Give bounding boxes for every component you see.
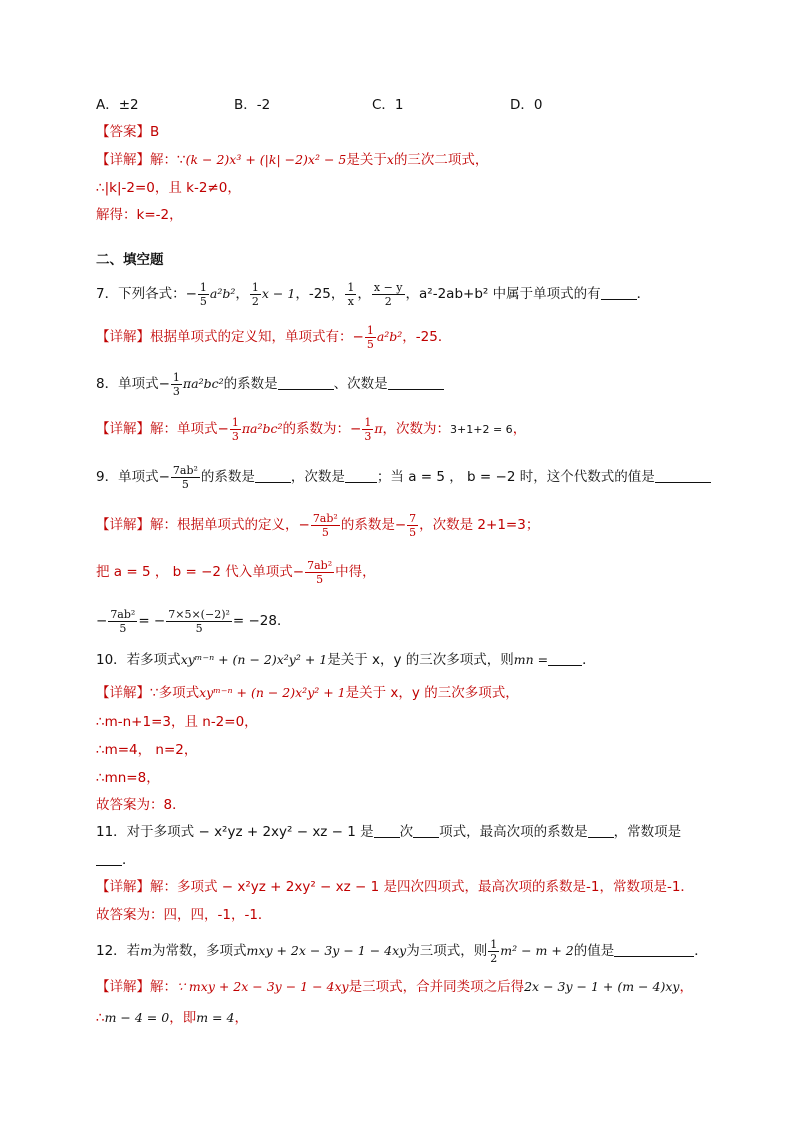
- q10-detail: 【详解】∵多项式xyᵐ⁻ⁿ + (n − 2)x²y² + 1是关于 x，y 的三次多项式，: [96, 685, 519, 701]
- q6-detail-line1: [96, 150, 488, 170]
- option-a: A．±2: [96, 97, 139, 113]
- detail-tag: 【详解】: [96, 421, 150, 437]
- q11-detail-line2: 故答案为：四，四，-1，-1．: [96, 907, 272, 923]
- answer-blank[interactable]: [255, 468, 291, 483]
- polynomial: xyᵐ⁻ⁿ + (n − 2)x²y² + 1: [180, 652, 328, 667]
- question-number: 10．若多项式: [96, 652, 181, 668]
- q6-detail-line2: ∴|k|-2=0，且 k-2≠0，: [96, 180, 241, 196]
- question-number: 11．对于多项式 − x²yz + 2xy² − xz − 1 是: [96, 824, 374, 840]
- detail-tag: 【详解】: [96, 979, 150, 995]
- fraction: $\frac{1}{2}$: [490, 937, 498, 965]
- answer-blank[interactable]: [588, 823, 614, 838]
- q10-detail-line2: ∴m-n+1=3，且 n-2=0，: [96, 714, 258, 730]
- q10-detail-line3: ∴m=4， n=2，: [96, 742, 198, 758]
- q6-detail-line3: 解得：k=-2，: [96, 207, 183, 223]
- q6-expression: (k − 2)x³ + (|k| −2)x² − 5: [185, 152, 347, 167]
- fraction: $\frac{1}{2}$: [251, 280, 259, 308]
- minus-sign: −: [185, 286, 197, 302]
- q7-question: 7．下列各式：− $\frac{1}{5}$ a²b²， $\frac{1}{2}$ x − 1，-25， $\frac{1}{x}$ ， $\frac{x - y}{2}$ ，a²-2ab+b² 中属于单项式的有 ．: [96, 280, 651, 308]
- q6-answer: [96, 122, 159, 142]
- polynomial: xyᵐ⁻ⁿ + (n − 2)x²y² + 1: [199, 685, 346, 700]
- q9-question: 9．单项式− $\frac{\text{7ab²}}{5}$ 的系数是 ，次数是 ；当 a = 5 ， b = −2 时，这个代数式的值是: [96, 462, 711, 492]
- polynomial: 2x − 3y − 1 + (m − 4)xy: [524, 979, 680, 994]
- fraction: $\frac{\text{7ab²}}{5}$: [172, 463, 198, 491]
- q8-question: 8．单项式− $\frac{1}{3}$ πa²bc²的系数是 、次数是: [96, 369, 444, 399]
- q10-question: 10．若多项式xyᵐ⁻ⁿ + (n − 2)x²y² + 1是关于 x，y 的三次多项式，则mn = ．: [96, 652, 596, 668]
- answer-blank[interactable]: [601, 285, 637, 300]
- answer-blank[interactable]: [413, 823, 439, 838]
- term: a²b²: [376, 329, 403, 344]
- q9-substitution: 把 a = 5 ， b = −2 代入单项式− $\frac{\text{7ab²}}{5}$ 中得，: [96, 558, 376, 586]
- q12-question: 12．若m为常数，多项式mxy + 2x − 3y − 1 − 4xy为三项式，则 $\frac{1}{2}$ m² − m + 2的值是 ．: [96, 937, 708, 965]
- fraction: $\frac{7}{5}$: [409, 511, 417, 539]
- q10-detail-line4: ∴mn=8，: [96, 770, 160, 786]
- polynomial: ∵ mxy + 2x − 3y − 1 − 4xy: [177, 979, 349, 994]
- q11-question-cont: ．: [96, 850, 136, 870]
- fraction: $\frac{\text{7ab²}}{5}$: [110, 607, 136, 635]
- q11-detail: 【详解】解：多项式 − x²yz + 2xy² − xz − 1 是四次四项式，最高次项的系数是-1，常数项是-1．: [96, 879, 694, 895]
- answer-blank[interactable]: [388, 375, 444, 390]
- q9-detail: 【详解】解：根据单项式的定义，− $\frac{\text{7ab²}}{5}$ 的系数是− $\frac{7}{5}$ ，次数是 2+1=3；: [96, 511, 540, 539]
- q10-detail-line5: 故答案为：8．: [96, 797, 186, 813]
- answer-blank[interactable]: [614, 942, 694, 957]
- question-number: 12．若: [96, 943, 141, 959]
- polynomial: mxy + 2x − 3y − 1 − 4xy: [246, 943, 407, 958]
- answer-tag: 【答案】: [96, 124, 150, 140]
- term: πa²bc²: [241, 421, 283, 436]
- question-number: 9．单项式: [96, 469, 159, 485]
- detail-text: 是关于: [346, 152, 387, 168]
- detail-text: 的三次二项式，: [393, 152, 489, 168]
- fraction: $\frac{\text{7ab²}}{5}$: [312, 511, 338, 539]
- option-c: C．1: [372, 97, 404, 113]
- fraction: $\frac{x - y}{2}$: [373, 280, 403, 308]
- detail-tag: 【详解】: [96, 329, 150, 345]
- answer-blank[interactable]: [655, 468, 711, 483]
- term: x − 1: [261, 286, 296, 301]
- fraction: $\frac{1}{3}$: [364, 415, 372, 443]
- answer-blank[interactable]: [345, 468, 377, 483]
- detail-text: 解：∵: [150, 152, 186, 168]
- q9-calculation: − $\frac{\text{7ab²}}{5}$ = − $\frac{\text{7×5×(−2)²}}{5}$ = −28．: [96, 607, 291, 635]
- question-number: 7．下列各式：: [96, 286, 186, 302]
- answer-value: B: [150, 124, 160, 140]
- option-d: D．0: [510, 97, 543, 113]
- q11-question: 11．对于多项式 − x²yz + 2xy² − xz − 1 是 次 项式，最高次项的系数是 ，常数项是: [96, 824, 682, 840]
- detail-tag: 【详解】: [96, 879, 150, 895]
- section-title: 二、填空题: [96, 252, 164, 268]
- detail-tag: 【详解】: [96, 152, 150, 168]
- answer-blank[interactable]: [278, 375, 334, 390]
- detail-tag: 【详解】: [96, 685, 150, 701]
- question-number: 8．单项式: [96, 376, 159, 392]
- fraction: $\frac{1}{5}$: [366, 323, 374, 351]
- q6-options: [96, 95, 576, 115]
- degree-calc: 3+1+2 = 6: [450, 423, 513, 436]
- term: a²b²: [209, 286, 236, 301]
- answer-blank[interactable]: [548, 651, 582, 666]
- answer-blank[interactable]: [96, 851, 122, 866]
- variable: x: [386, 152, 394, 167]
- option-b: B．-2: [234, 97, 271, 113]
- fraction: $\frac{\text{7ab²}}{5}$: [307, 558, 333, 586]
- detail-tag: 【详解】: [96, 517, 150, 533]
- term: πa²bc²: [182, 376, 224, 391]
- q12-detail-line2: ∴m − 4 = 0，即m = 4，: [96, 1010, 248, 1026]
- fraction: $\frac{1}{5}$: [199, 280, 207, 308]
- q7-detail: 【详解】根据单项式的定义知，单项式有：− $\frac{1}{5}$ a²b²，-25．: [96, 323, 452, 351]
- fraction: $\frac{\text{7×5×(−2)²}}{5}$: [168, 607, 230, 635]
- answer-blank[interactable]: [374, 823, 400, 838]
- question-text: ，a²-2ab+b² 中属于单项式的有: [405, 286, 601, 302]
- fraction: $\frac{1}{x}$: [347, 280, 355, 308]
- fraction: $\frac{1}{3}$: [231, 415, 239, 443]
- q12-detail: 【详解】解：∵ mxy + 2x − 3y − 1 − 4xy是三项式，合并同类项之后得2x − 3y − 1 + (m − 4)xy，: [96, 979, 693, 995]
- q8-detail: 【详解】解：单项式− $\frac{1}{3}$ πa²bc²的系数为：− $\frac{1}{3}$ π，次数为：3+1+2 = 6，: [96, 415, 527, 443]
- fraction: $\frac{1}{3}$: [172, 370, 180, 398]
